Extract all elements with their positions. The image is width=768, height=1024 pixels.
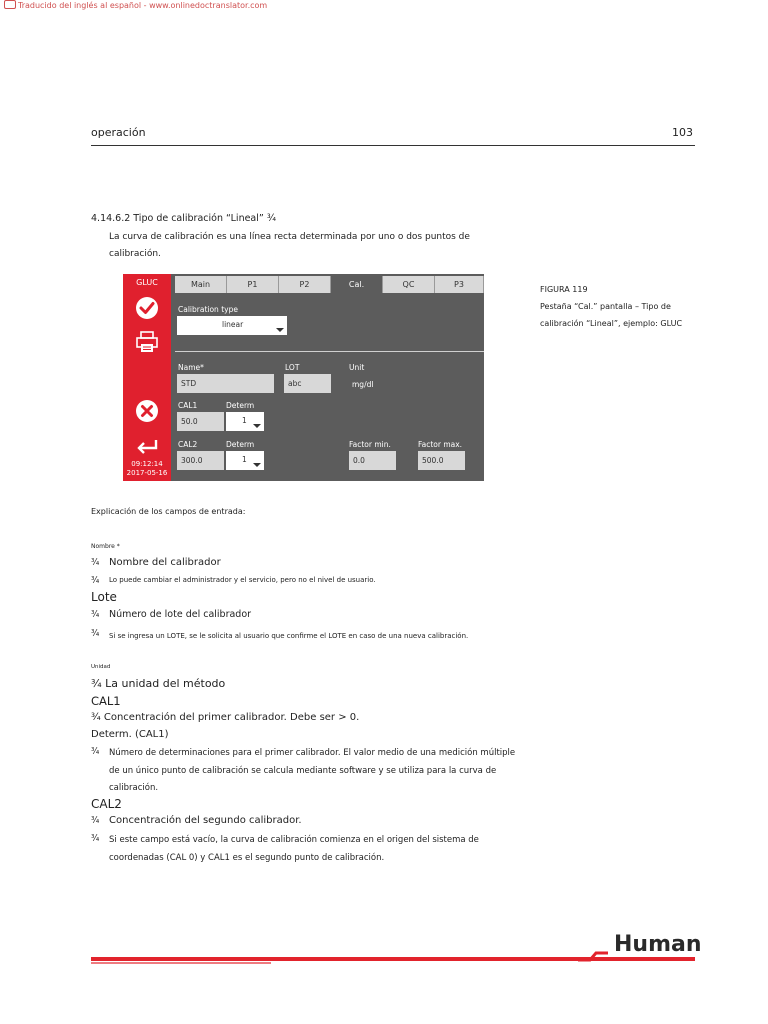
tab-cal: Cal. xyxy=(331,276,383,293)
nombre-bullet-1: Nombre del calibrador xyxy=(109,557,221,568)
lot-field: abc xyxy=(284,374,331,393)
chevron-down-icon xyxy=(253,424,261,428)
bullet-mark: ¾ xyxy=(91,834,100,844)
figure-caption xyxy=(540,281,700,332)
tab-main: Main xyxy=(175,276,227,293)
name-field: STD xyxy=(177,374,274,393)
nombre-heading: Nombre * xyxy=(91,543,120,550)
lot-label: LOT xyxy=(285,363,300,372)
back-arrow-icon xyxy=(135,434,159,458)
cal1-heading: CAL1 xyxy=(91,694,121,708)
cal2-bullet-1: Concentración del segundo calibrador. xyxy=(109,815,302,826)
footer-wave-icon xyxy=(578,950,608,964)
determ1-label: Determ xyxy=(226,401,255,410)
determ1-dropdown xyxy=(226,412,264,431)
section-body: La curva de calibración es una línea recta determinada por uno o dos puntos de calibración. xyxy=(109,232,470,259)
bullet-mark: ¾ xyxy=(91,747,100,757)
header-rule xyxy=(91,145,695,146)
calibration-type-label: Calibration type xyxy=(178,305,238,314)
factor-max-label: Factor max. xyxy=(418,440,463,449)
lote-bullet-1: Número de lote del calibrador xyxy=(109,609,252,620)
calibration-type-dropdown xyxy=(177,316,287,335)
determ2-dropdown xyxy=(226,451,264,470)
screen-sidebar xyxy=(123,274,171,481)
lote-bullet-2: Si se ingresa un LOTE, se le solicita al usuario que confirme el LOTE en caso de una nueva calibración. xyxy=(109,632,469,640)
determ-heading: Determ. (CAL1) xyxy=(91,729,169,740)
check-icon xyxy=(135,296,159,320)
bullet-mark: ¾ xyxy=(91,816,100,826)
clock xyxy=(123,460,171,478)
unidad-bullet-1: ¾ La unidad del método xyxy=(91,677,226,690)
unidad-heading: Unidad xyxy=(91,664,111,670)
clock-time: 09:12:14 xyxy=(131,460,163,468)
footer-band-accent xyxy=(91,962,271,964)
determ-bullet-1: Número de determinaciones para el primer calibrador. El valor medio de una medición múltiple de un único punto de calibración se calcula mediante software y se utiliza para la curva de calibración. xyxy=(109,748,516,793)
calibration-screen-figure xyxy=(123,274,484,481)
translator-banner-text[interactable]: Traducido del inglés al español - www.onlinedoctranslator.com xyxy=(18,1,268,10)
figure-text: Pestaña “Cal.” pantalla – Tipo de calibración “Lineal”, ejemplo: GLUC xyxy=(540,302,683,328)
bullet-mark: ¾ xyxy=(91,576,100,586)
cal2-field: 300.0 xyxy=(177,451,224,470)
translate-icon xyxy=(4,0,16,9)
translator-banner[interactable] xyxy=(4,0,267,10)
method-label: GLUC xyxy=(136,278,158,287)
tab-p1: P1 xyxy=(227,276,279,293)
calibration-type-value: linear xyxy=(222,320,244,329)
factor-min-label: Factor min. xyxy=(349,440,391,449)
lote-heading: Lote xyxy=(91,590,117,604)
unit-label: Unit xyxy=(349,363,365,372)
close-icon xyxy=(135,399,159,423)
cal1-bullet-1: ¾ Concentración del primer calibrador. Debe ser > 0. xyxy=(91,712,360,723)
bullet-mark: ¾ xyxy=(91,629,100,639)
unit-value: mg/dl xyxy=(352,380,374,389)
determ1-value: 1 xyxy=(242,416,247,425)
cal2-label: CAL2 xyxy=(178,440,198,449)
factor-max-field: 500.0 xyxy=(418,451,465,470)
chevron-down-icon xyxy=(253,463,261,467)
tab-qc: QC xyxy=(383,276,435,293)
bullet-mark: ¾ xyxy=(91,558,100,568)
bullet-mark: ¾ xyxy=(91,610,100,620)
header-section: operación xyxy=(91,126,146,139)
cal1-field: 50.0 xyxy=(177,412,224,431)
chevron-down-icon xyxy=(276,328,284,332)
determ2-label: Determ xyxy=(226,440,255,449)
cal2-bullet-2: Si este campo está vacío, la curva de calibración comienza en el origen del sistema de coordenadas (CAL 0) y CAL1 es el segundo punto de calibración. xyxy=(109,835,479,863)
cal1-label: CAL1 xyxy=(178,401,198,410)
explanation-heading: Explicación de los campos de entrada: xyxy=(91,507,246,516)
determ2-value: 1 xyxy=(242,455,247,464)
page-number: 103 xyxy=(672,126,693,139)
factor-min-field: 0.0 xyxy=(349,451,396,470)
tab-p3: P3 xyxy=(435,276,484,293)
figure-label: FIGURA 119 xyxy=(540,285,588,294)
tab-p2: P2 xyxy=(279,276,331,293)
name-label: Name* xyxy=(178,363,204,372)
clock-date: 2017-05-16 xyxy=(126,469,168,477)
nombre-bullet-2: Lo puede cambiar el administrador y el servicio, pero no el nivel de usuario. xyxy=(109,576,376,584)
cal2-heading: CAL2 xyxy=(91,797,122,811)
section-title: 4.14.6.2 Tipo de calibración “Lineal” ¾ xyxy=(91,213,277,224)
human-logo: Human xyxy=(614,932,702,957)
printer-icon xyxy=(135,330,159,354)
divider xyxy=(175,351,484,352)
